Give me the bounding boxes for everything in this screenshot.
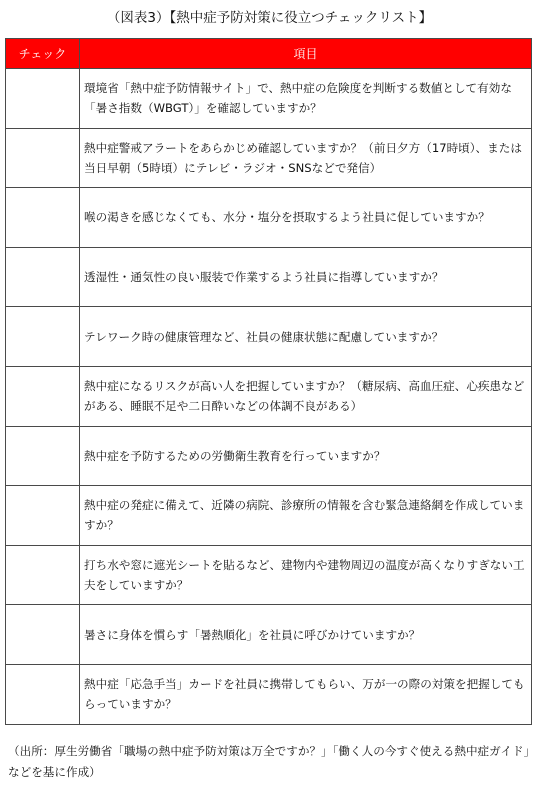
item-text: 熱中症警戒アラートをあらかじめ確認していますか？（前日夕方（17時頃）、または当日早朝（5時頃）にテレビ・ラジオ・SNSなどで発信） — [84, 140, 522, 175]
check-cell[interactable] — [6, 664, 80, 724]
item-cell — [80, 247, 532, 307]
item-cell — [80, 69, 532, 129]
check-cell[interactable] — [6, 247, 80, 307]
item-cell — [80, 366, 532, 426]
check-cell[interactable] — [6, 307, 80, 367]
item-text: 熱中症「応急手当」カードを社員に携帯してもらい、万が一の際の対策を把握してもらっていますか？ — [84, 677, 525, 712]
table-row — [6, 545, 532, 605]
item-cell — [80, 307, 532, 367]
figure-title: （図表3）【熱中症予防対策に役立つチェックリスト】 — [106, 10, 433, 26]
item-cell — [80, 426, 532, 486]
item-text: 打ち水や窓に遮光シートを貼るなど、建物内や建物周辺の温度が高くなりすぎない工夫をしていますか？ — [84, 558, 525, 593]
check-cell[interactable] — [6, 366, 80, 426]
item-text: 熱中症を予防するための労働衛生教育を行っていますか？ — [84, 448, 386, 463]
check-cell[interactable] — [6, 69, 80, 129]
item-text: 喉の渇きを感じなくても、水分・塩分を摂取するよう社員に促していますか？ — [84, 210, 490, 225]
item-cell — [80, 188, 532, 248]
item-cell — [80, 664, 532, 724]
table-row — [6, 366, 532, 426]
item-text: 暑さに身体を慣らす「暑熱順化」を社員に呼びかけていますか？ — [84, 627, 421, 642]
header-item: 項目 — [80, 39, 532, 69]
table-row — [6, 128, 532, 188]
table-row — [6, 426, 532, 486]
table-row — [6, 664, 532, 724]
item-cell — [80, 128, 532, 188]
item-cell — [80, 605, 532, 665]
checklist-table — [5, 38, 532, 725]
item-text: テレワーク時の健康管理など、社員の健康状態に配慮していますか？ — [84, 329, 444, 344]
item-text: 環境省「熱中症予防情報サイト」で、熱中症の危険度を判断する数値として有効な「暑さ指数（WBGT）」を確認していますか？ — [84, 81, 512, 116]
table-row — [6, 486, 532, 546]
check-cell[interactable] — [6, 545, 80, 605]
item-cell — [80, 545, 532, 605]
table-row — [6, 188, 532, 248]
item-text: 熱中症の発症に備えて、近隣の病院、診療所の情報を含む緊急連絡網を作成していますか？ — [84, 498, 525, 533]
table-row — [6, 307, 532, 367]
check-cell[interactable] — [6, 188, 80, 248]
header-check: チェック — [6, 39, 80, 69]
check-cell[interactable] — [6, 426, 80, 486]
check-cell[interactable] — [6, 605, 80, 665]
table-row — [6, 605, 532, 665]
item-text: 透湿性・通気性の良い服装で作業するよう社員に指導していますか？ — [84, 270, 444, 285]
item-cell — [80, 486, 532, 546]
check-cell[interactable] — [6, 128, 80, 188]
header-row — [6, 39, 532, 69]
check-cell[interactable] — [6, 486, 80, 546]
source-note: （出所：厚生労働省「職場の熱中症予防対策は万全ですか？」「働く人の今すぐ使える熱中症ガイド」などを基に作成） — [8, 744, 530, 779]
table-row — [6, 69, 532, 129]
item-text: 熱中症になるリスクが高い人を把握していますか？（糖尿病、高血圧症、心疾患などがある、睡眠不足や二日酔いなどの体調不良がある） — [84, 379, 525, 414]
table-row — [6, 247, 532, 307]
